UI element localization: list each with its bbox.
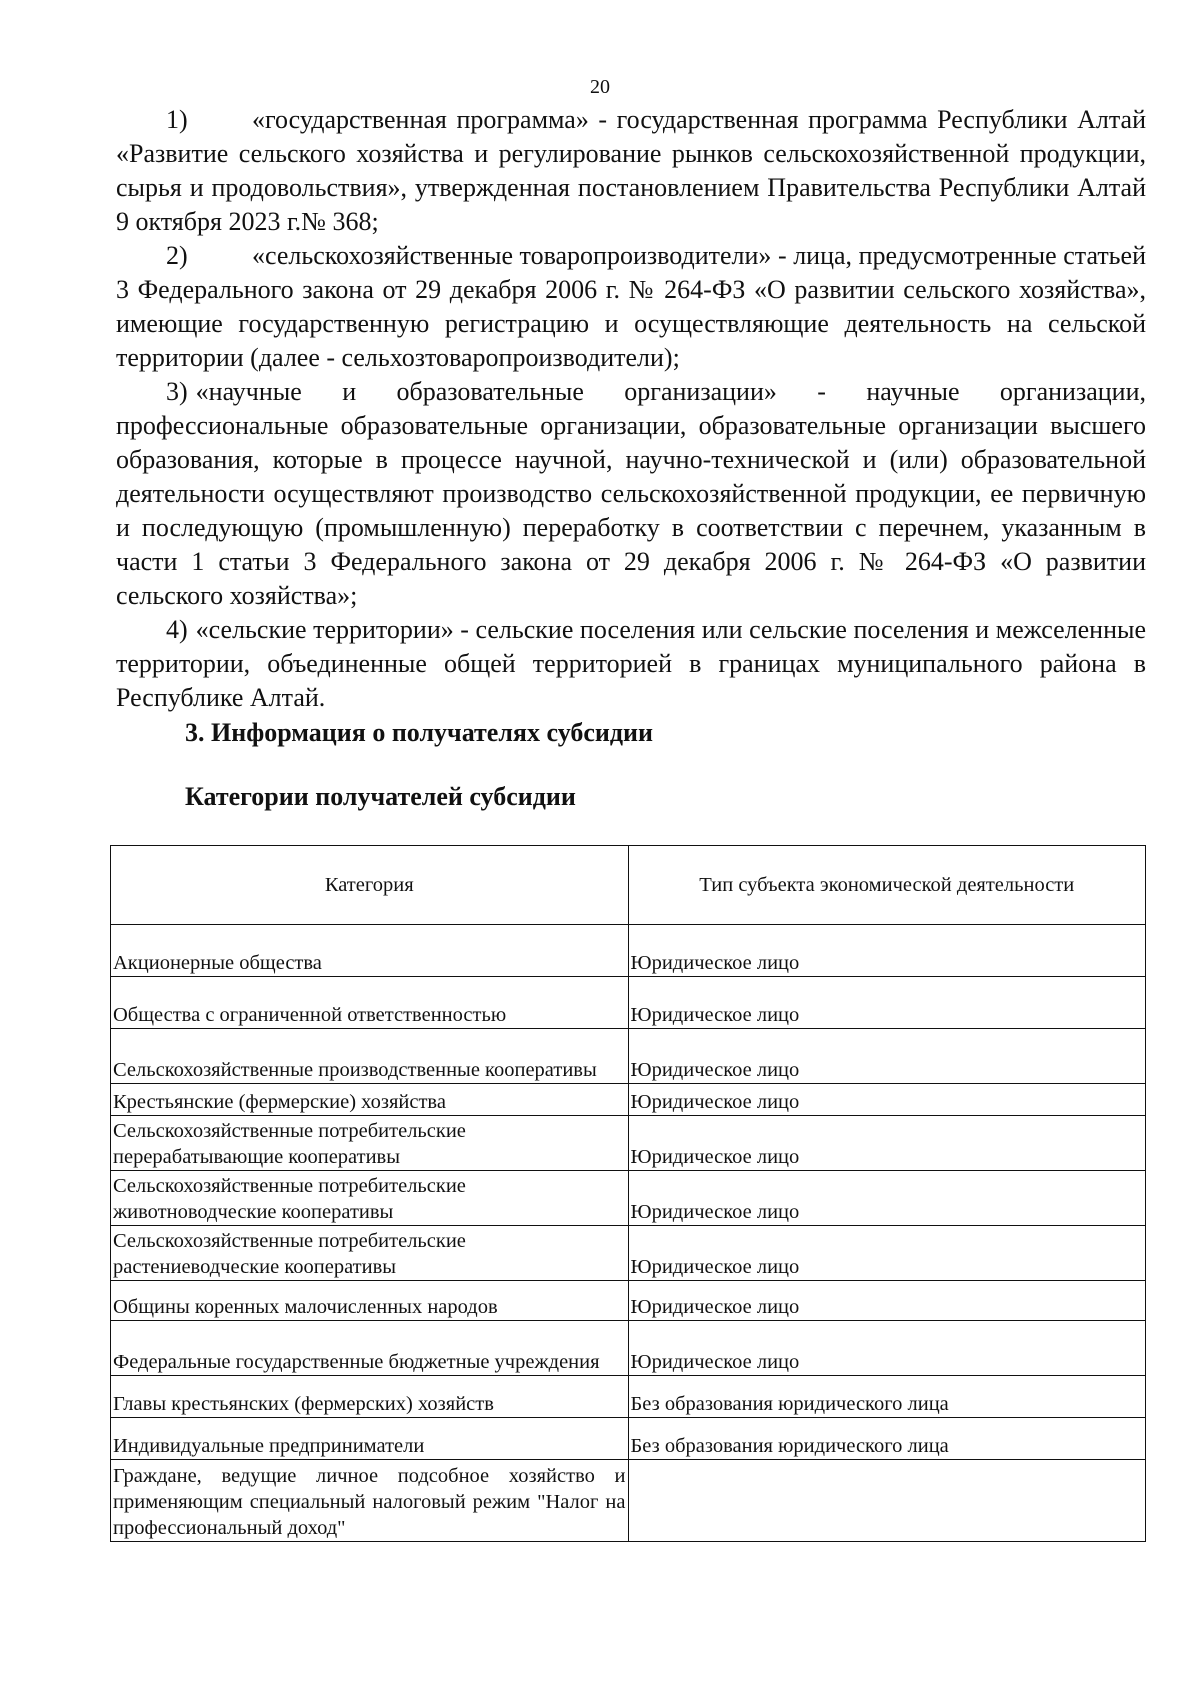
cell-category: Общества с ограниченной ответственностью — [111, 977, 629, 1029]
table-row — [111, 1084, 1146, 1116]
paragraph-number: 4) — [166, 615, 188, 644]
table-row — [111, 977, 1146, 1029]
cell-entity-type: Без образования юридического лица — [628, 1418, 1146, 1460]
table-row — [111, 1116, 1146, 1171]
paragraph-text: «сельские территории» - сельские поселения или сельские поселения и межселенные территории, объединенные общей территорией в границах муниципального района в Республике Алтай. — [116, 615, 1146, 712]
cell-category: Индивидуальные предприниматели — [111, 1418, 629, 1460]
header-category: Категория — [111, 846, 629, 925]
paragraph-text: «научные и образовательные организации» - научные организации, профессиональные образовательные организации, образовательные организации высшего образования, которые в процессе научной, научно-технической и (или) образовательной деятельности осуществляют производство сельскохозяйственной продукции, ее первичную и последующую (промышленную) переработку в соответствии с перечнем, указанным в части 1 статьи 3 Федерального закона от 29 декабря 2006 г. № 264-ФЗ «О развитии сельского хозяйства»; — [116, 377, 1146, 610]
page-number: 20 — [590, 76, 610, 98]
cell-entity-type: Юридическое лицо — [628, 1116, 1146, 1171]
table-row — [111, 1171, 1146, 1226]
cell-category: Сельскохозяйственные потребительские перерабатывающие кооперативы — [111, 1116, 629, 1171]
paragraph-text: «сельскохозяйственные товаропроизводители» - лица, предусмотренные статьей 3 Федерального закона от 29 декабря 2006 г. № 264-ФЗ «О развитии сельского хозяйства», имеющие государственную регистрацию и осуществляющие деятельность на сельской территории (далее - сельхозтоваропроизводители); — [116, 241, 1146, 372]
section-title: 3. Информация о получателях субсидии — [185, 718, 653, 747]
definitions-list — [116, 103, 1146, 715]
cell-entity-type: Без образования юридического лица — [628, 1376, 1146, 1418]
definition-paragraph — [116, 613, 1146, 715]
cell-category: Акционерные общества — [111, 925, 629, 977]
paragraph-number: 3) — [166, 377, 188, 406]
table-row — [111, 1226, 1146, 1281]
cell-entity-type: Юридическое лицо — [628, 1281, 1146, 1321]
paragraph-number: 1) — [166, 105, 188, 134]
cell-category: Сельскохозяйственные потребительские животноводческие кооперативы — [111, 1171, 629, 1226]
cell-category: Граждане, ведущие личное подсобное хозяйство и применяющим специальный налоговый режим "Налог на профессиональный доход" — [111, 1460, 629, 1542]
recipients-table — [110, 845, 1146, 1542]
cell-category: Главы крестьянских (фермерских) хозяйств — [111, 1376, 629, 1418]
table-header-row — [111, 846, 1146, 925]
cell-entity-type: Юридическое лицо — [628, 1226, 1146, 1281]
cell-category: Федеральные государственные бюджетные учреждения — [111, 1321, 629, 1376]
cell-entity-type: Юридическое лицо — [628, 1084, 1146, 1116]
paragraph-number: 2) — [166, 241, 188, 270]
cell-category: Сельскохозяйственные потребительские растениеводческие кооперативы — [111, 1226, 629, 1281]
cell-entity-type: Юридическое лицо — [628, 1321, 1146, 1376]
paragraph-text: «государственная программа» - государственная программа Республики Алтай «Развитие сельского хозяйства и регулирование рынков сельскохозяйственной продукции, сырья и продовольствия», утвержденная постановлением Правительства Республики Алтай 9 октября 2023 г.№ 368; — [116, 105, 1146, 236]
cell-entity-type: Юридическое лицо — [628, 925, 1146, 977]
cell-entity-type: Юридическое лицо — [628, 1029, 1146, 1084]
table-row — [111, 1376, 1146, 1418]
table-row — [111, 1418, 1146, 1460]
table-row — [111, 925, 1146, 977]
table-row — [111, 1460, 1146, 1542]
table-row — [111, 1281, 1146, 1321]
definition-paragraph — [116, 103, 1146, 239]
table-title: Категории получателей субсидии — [185, 782, 576, 811]
cell-category: Сельскохозяйственные производственные кооперативы — [111, 1029, 629, 1084]
definition-paragraph — [116, 239, 1146, 375]
definition-paragraph — [116, 375, 1146, 613]
cell-entity-type: Юридическое лицо — [628, 1171, 1146, 1226]
cell-category: Общины коренных малочисленных народов — [111, 1281, 629, 1321]
table-row — [111, 1321, 1146, 1376]
cell-entity-type — [628, 1460, 1146, 1542]
cell-category: Крестьянские (фермерские) хозяйства — [111, 1084, 629, 1116]
table-row — [111, 1029, 1146, 1084]
cell-entity-type: Юридическое лицо — [628, 977, 1146, 1029]
header-entity-type: Тип субъекта экономической деятельности — [628, 846, 1146, 925]
